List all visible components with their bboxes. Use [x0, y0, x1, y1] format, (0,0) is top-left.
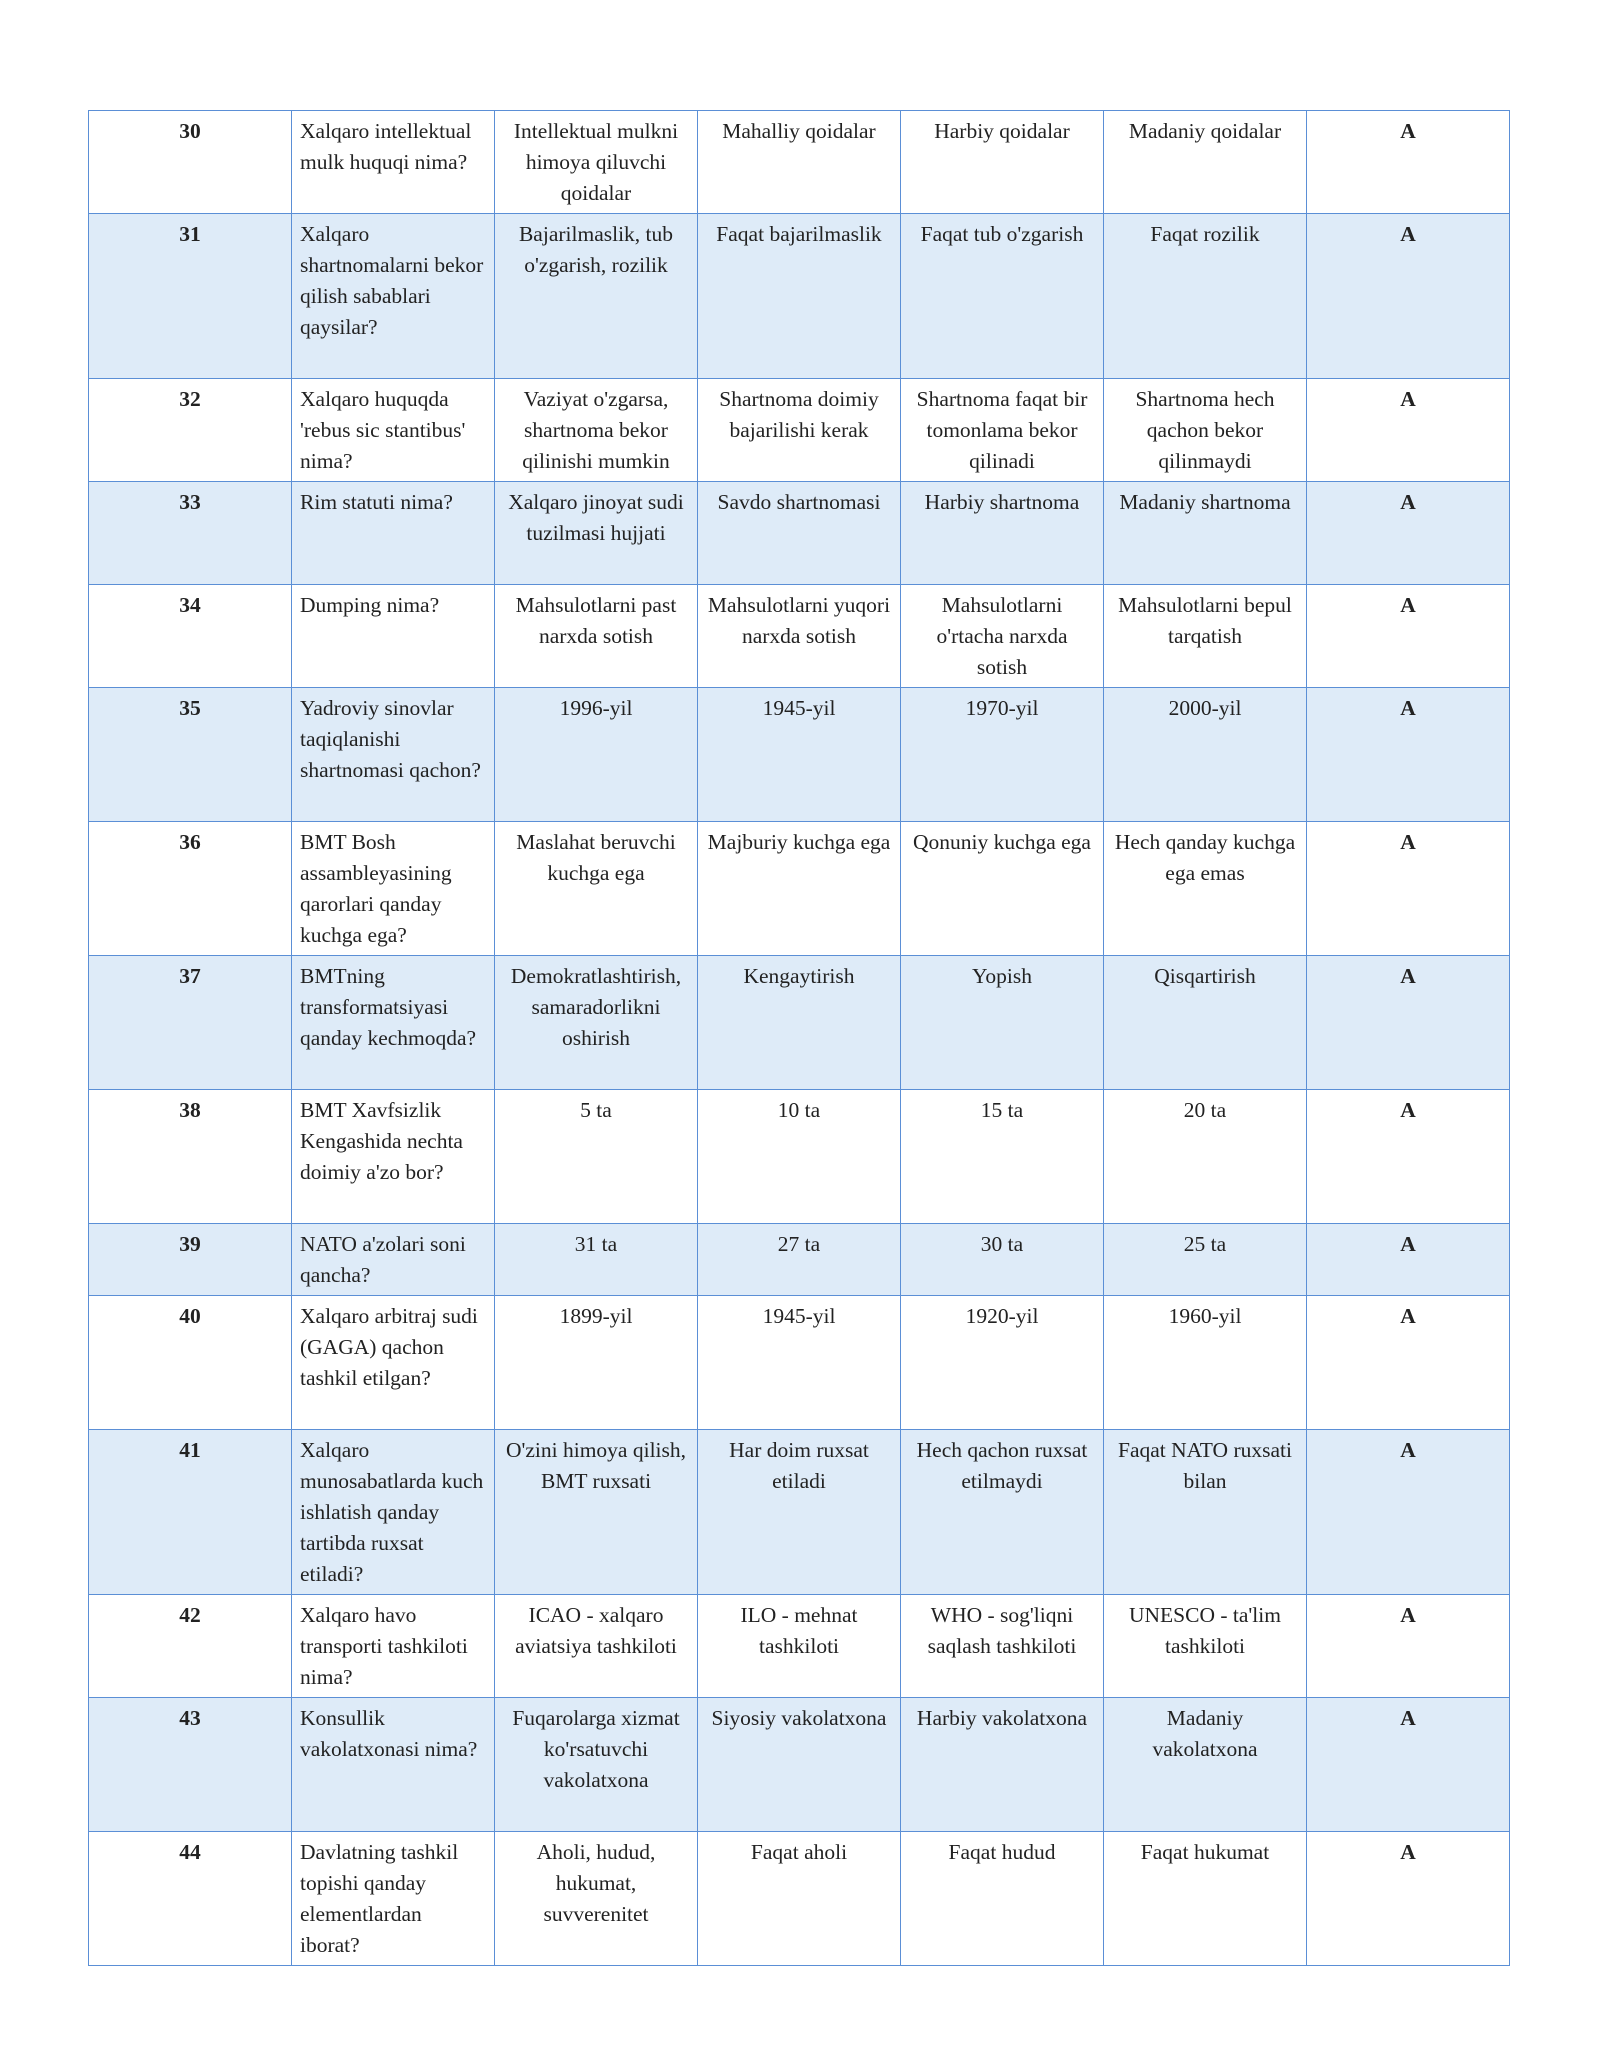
correct-answer: A	[1307, 1296, 1510, 1430]
correct-answer: A	[1307, 1698, 1510, 1832]
option-d: Hech qanday kuchga ega emas	[1104, 822, 1307, 956]
option-d: UNESCO - ta'lim tashkiloti	[1104, 1595, 1307, 1698]
option-a: Bajarilmaslik, tub o'zgarish, rozilik	[495, 214, 698, 379]
question-text: Xalqaro huquqda 'rebus sic stantibus' nima?	[292, 379, 495, 482]
table-row	[89, 1698, 1510, 1832]
option-c: Mahsulotlarni o'rtacha narxda sotish	[901, 585, 1104, 688]
question-text: Yadroviy sinovlar taqiqlanishi shartnomasi qachon?	[292, 688, 495, 822]
question-number: 33	[89, 482, 292, 585]
option-c: Harbiy qoidalar	[901, 111, 1104, 214]
option-a: ICAO - xalqaro aviatsiya tashkiloti	[495, 1595, 698, 1698]
option-b: Siyosiy vakolatxona	[698, 1698, 901, 1832]
question-number: 42	[89, 1595, 292, 1698]
correct-answer: A	[1307, 111, 1510, 214]
question-number: 36	[89, 822, 292, 956]
table-row	[89, 688, 1510, 822]
quiz-table-body	[89, 111, 1510, 1966]
correct-answer: A	[1307, 214, 1510, 379]
question-number: 41	[89, 1430, 292, 1595]
table-row	[89, 111, 1510, 214]
table-row	[89, 1090, 1510, 1224]
option-b: Faqat bajarilmaslik	[698, 214, 901, 379]
option-b: Mahsulotlarni yuqori narxda sotish	[698, 585, 901, 688]
option-a: 5 ta	[495, 1090, 698, 1224]
document-page	[88, 110, 1510, 1966]
option-c: WHO - sog'liqni saqlash tashkiloti	[901, 1595, 1104, 1698]
option-a: Intellektual mulkni himoya qiluvchi qoidalar	[495, 111, 698, 214]
correct-answer: A	[1307, 956, 1510, 1090]
option-b: Majburiy kuchga ega	[698, 822, 901, 956]
option-c: Faqat hudud	[901, 1832, 1104, 1966]
option-a: Mahsulotlarni past narxda sotish	[495, 585, 698, 688]
table-row	[89, 214, 1510, 379]
question-text: Xalqaro shartnomalarni bekor qilish sabablari qaysilar?	[292, 214, 495, 379]
question-text: Xalqaro arbitraj sudi (GAGA) qachon tashkil etilgan?	[292, 1296, 495, 1430]
option-a: Xalqaro jinoyat sudi tuzilmasi hujjati	[495, 482, 698, 585]
table-row	[89, 585, 1510, 688]
table-row	[89, 1224, 1510, 1296]
question-number: 43	[89, 1698, 292, 1832]
option-b: Savdo shartnomasi	[698, 482, 901, 585]
option-b: Shartnoma doimiy bajarilishi kerak	[698, 379, 901, 482]
question-text: BMT Bosh assambleyasining qarorlari qanday kuchga ega?	[292, 822, 495, 956]
question-text: Dumping nima?	[292, 585, 495, 688]
question-number: 37	[89, 956, 292, 1090]
option-a: O'zini himoya qilish, BMT ruxsati	[495, 1430, 698, 1595]
option-d: Madaniy qoidalar	[1104, 111, 1307, 214]
quiz-table	[88, 110, 1510, 1966]
option-d: Madaniy shartnoma	[1104, 482, 1307, 585]
option-c: Harbiy shartnoma	[901, 482, 1104, 585]
option-b: 1945-yil	[698, 1296, 901, 1430]
question-number: 31	[89, 214, 292, 379]
option-a: Fuqarolarga xizmat ko'rsatuvchi vakolatxona	[495, 1698, 698, 1832]
table-row	[89, 1595, 1510, 1698]
question-number: 34	[89, 585, 292, 688]
option-c: Shartnoma faqat bir tomonlama bekor qilinadi	[901, 379, 1104, 482]
question-number: 40	[89, 1296, 292, 1430]
option-a: Aholi, hudud, hukumat, suvverenitet	[495, 1832, 698, 1966]
option-c: 15 ta	[901, 1090, 1104, 1224]
option-c: Harbiy vakolatxona	[901, 1698, 1104, 1832]
correct-answer: A	[1307, 1595, 1510, 1698]
option-d: 2000-yil	[1104, 688, 1307, 822]
question-number: 39	[89, 1224, 292, 1296]
option-d: Faqat rozilik	[1104, 214, 1307, 379]
table-row	[89, 956, 1510, 1090]
option-d: Faqat hukumat	[1104, 1832, 1307, 1966]
option-a: 1996-yil	[495, 688, 698, 822]
correct-answer: A	[1307, 379, 1510, 482]
option-d: Mahsulotlarni bepul tarqatish	[1104, 585, 1307, 688]
correct-answer: A	[1307, 1832, 1510, 1966]
table-row	[89, 379, 1510, 482]
option-d: Madaniy vakolatxona	[1104, 1698, 1307, 1832]
option-d: 1960-yil	[1104, 1296, 1307, 1430]
option-b: 1945-yil	[698, 688, 901, 822]
option-b: Mahalliy qoidalar	[698, 111, 901, 214]
table-row	[89, 1296, 1510, 1430]
option-c: Hech qachon ruxsat etilmaydi	[901, 1430, 1104, 1595]
option-d: 20 ta	[1104, 1090, 1307, 1224]
option-b: Kengaytirish	[698, 956, 901, 1090]
correct-answer: A	[1307, 822, 1510, 956]
question-text: Xalqaro havo transporti tashkiloti nima?	[292, 1595, 495, 1698]
option-b: 10 ta	[698, 1090, 901, 1224]
option-d: Qisqartirish	[1104, 956, 1307, 1090]
question-number: 35	[89, 688, 292, 822]
correct-answer: A	[1307, 688, 1510, 822]
option-d: Shartnoma hech qachon bekor qilinmaydi	[1104, 379, 1307, 482]
table-row	[89, 482, 1510, 585]
option-c: 1920-yil	[901, 1296, 1104, 1430]
option-c: Qonuniy kuchga ega	[901, 822, 1104, 956]
question-text: Xalqaro intellektual mulk huquqi nima?	[292, 111, 495, 214]
question-text: NATO a'zolari soni qancha?	[292, 1224, 495, 1296]
question-number: 32	[89, 379, 292, 482]
table-row	[89, 822, 1510, 956]
option-d: Faqat NATO ruxsati bilan	[1104, 1430, 1307, 1595]
correct-answer: A	[1307, 1430, 1510, 1595]
question-text: Konsullik vakolatxonasi nima?	[292, 1698, 495, 1832]
option-a: Maslahat beruvchi kuchga ega	[495, 822, 698, 956]
question-text: Xalqaro munosabatlarda kuch ishlatish qanday tartibda ruxsat etiladi?	[292, 1430, 495, 1595]
correct-answer: A	[1307, 585, 1510, 688]
question-text: BMT Xavfsizlik Kengashida nechta doimiy a'zo bor?	[292, 1090, 495, 1224]
correct-answer: A	[1307, 1224, 1510, 1296]
question-text: Rim statuti nima?	[292, 482, 495, 585]
option-a: Vaziyat o'zgarsa, shartnoma bekor qilinishi mumkin	[495, 379, 698, 482]
table-row	[89, 1430, 1510, 1595]
option-c: Faqat tub o'zgarish	[901, 214, 1104, 379]
question-text: Davlatning tashkil topishi qanday elementlardan iborat?	[292, 1832, 495, 1966]
option-c: 1970-yil	[901, 688, 1104, 822]
table-row	[89, 1832, 1510, 1966]
option-b: ILO - mehnat tashkiloti	[698, 1595, 901, 1698]
option-a: 1899-yil	[495, 1296, 698, 1430]
question-text: BMTning transformatsiyasi qanday kechmoqda?	[292, 956, 495, 1090]
question-number: 38	[89, 1090, 292, 1224]
correct-answer: A	[1307, 482, 1510, 585]
option-b: 27 ta	[698, 1224, 901, 1296]
option-c: 30 ta	[901, 1224, 1104, 1296]
option-a: 31 ta	[495, 1224, 698, 1296]
question-number: 44	[89, 1832, 292, 1966]
option-d: 25 ta	[1104, 1224, 1307, 1296]
question-number: 30	[89, 111, 292, 214]
option-b: Har doim ruxsat etiladi	[698, 1430, 901, 1595]
option-c: Yopish	[901, 956, 1104, 1090]
option-a: Demokratlashtirish, samaradorlikni oshirish	[495, 956, 698, 1090]
correct-answer: A	[1307, 1090, 1510, 1224]
option-b: Faqat aholi	[698, 1832, 901, 1966]
